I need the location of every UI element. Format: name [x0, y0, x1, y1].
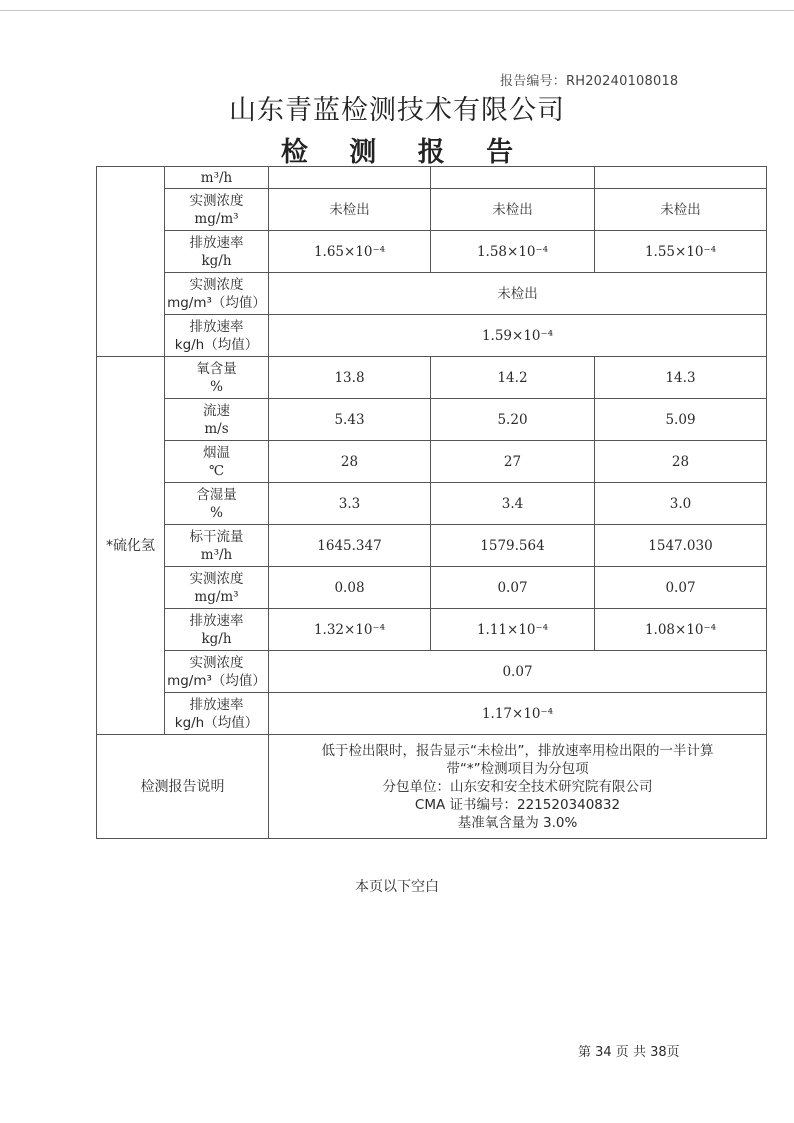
value-cell: 28 [269, 441, 431, 483]
param-label: 标干流量 m³/h [165, 525, 269, 567]
value-cell: 1.11×10⁻⁴ [431, 609, 595, 651]
value-cell: 0.08 [269, 567, 431, 609]
value-cell: 14.3 [595, 357, 767, 399]
detection-results-table [96, 166, 767, 839]
value-cell: 未检出 [431, 189, 595, 231]
param-label: 排放速率 kg/h（均值） [165, 693, 269, 735]
value-cell: 27 [431, 441, 595, 483]
value-cell: 5.43 [269, 399, 431, 441]
value-cell: 5.20 [431, 399, 595, 441]
value-cell: 1645.347 [269, 525, 431, 567]
value-cell: 0.07 [431, 567, 595, 609]
param-label: 实测浓度 mg/m³ [165, 189, 269, 231]
table-row [97, 273, 767, 315]
value-cell: 14.2 [431, 357, 595, 399]
table-row [97, 651, 767, 693]
top-divider-line [0, 10, 794, 11]
notes-line: 带“*”检测项目为分包项 [446, 760, 589, 777]
value-cell: 1.32×10⁻⁴ [269, 609, 431, 651]
value-cell: 1.65×10⁻⁴ [269, 231, 431, 273]
table-row [97, 231, 767, 273]
table-row [97, 735, 767, 839]
table-row [97, 693, 767, 735]
value-cell: 13.8 [269, 357, 431, 399]
param-label: 排放速率 kg/h（均值） [165, 315, 269, 357]
value-cell: 3.0 [595, 483, 767, 525]
average-value-cell: 0.07 [269, 651, 767, 693]
notes-line: 分包单位：山东安和安全技术研究院有限公司 [382, 778, 653, 795]
company-name: 山东青蓝检测技术有限公司 [229, 95, 565, 126]
value-cell: 1.58×10⁻⁴ [431, 231, 595, 273]
document-title: 检 测 报 告 [280, 137, 530, 168]
param-label: m³/h [165, 167, 269, 189]
param-label: 排放速率 kg/h [165, 231, 269, 273]
param-label: 排放速率 kg/h [165, 609, 269, 651]
value-cell: 1547.030 [595, 525, 767, 567]
value-cell: 5.09 [595, 399, 767, 441]
param-label: 实测浓度 mg/m³（均值） [165, 651, 269, 693]
average-value-cell: 1.59×10⁻⁴ [269, 315, 767, 357]
value-cell: 0.07 [595, 567, 767, 609]
value-cell: 1.55×10⁻⁴ [595, 231, 767, 273]
table-row [97, 399, 767, 441]
table-row [97, 167, 767, 189]
notes-line: 低于检出限时，报告显示“未检出”，排放速率用检出限的一半计算 [321, 742, 714, 759]
value-cell: 1.08×10⁻⁴ [595, 609, 767, 651]
value-cell [269, 167, 431, 189]
value-cell: 未检出 [595, 189, 767, 231]
notes-line: 基准氧含量为 3.0% [457, 814, 578, 831]
value-cell: 3.3 [269, 483, 431, 525]
group-cell-empty [97, 167, 165, 357]
table-row [97, 189, 767, 231]
param-label: 实测浓度 mg/m³ [165, 567, 269, 609]
table-row [97, 567, 767, 609]
table-row [97, 357, 767, 399]
value-cell: 未检出 [269, 189, 431, 231]
value-cell: 3.4 [431, 483, 595, 525]
table-row [97, 609, 767, 651]
value-cell [595, 167, 767, 189]
value-cell [431, 167, 595, 189]
table-row [97, 441, 767, 483]
value-cell: 1579.564 [431, 525, 595, 567]
notes-content [269, 735, 767, 839]
group-label-h2s: *硫化氢 [97, 357, 165, 735]
param-label: 流速 m/s [165, 399, 269, 441]
table-row [97, 315, 767, 357]
notes-line: CMA 证书编号：221520340832 [414, 796, 621, 813]
param-label: 氧含量 % [165, 357, 269, 399]
average-value-cell: 1.17×10⁻⁴ [269, 693, 767, 735]
page-number: 第 34 页 共 38页 [578, 1045, 680, 1060]
param-label: 实测浓度 mg/m³（均值） [165, 273, 269, 315]
param-label: 含湿量 % [165, 483, 269, 525]
notes-label: 检测报告说明 [97, 735, 269, 839]
average-value-cell: 未检出 [269, 273, 767, 315]
param-label: 烟温 ℃ [165, 441, 269, 483]
blank-below-note: 本页以下空白 [355, 879, 439, 895]
report-number: 报告编号：RH20240108018 [500, 74, 679, 89]
value-cell: 28 [595, 441, 767, 483]
table-row [97, 483, 767, 525]
table-row [97, 525, 767, 567]
